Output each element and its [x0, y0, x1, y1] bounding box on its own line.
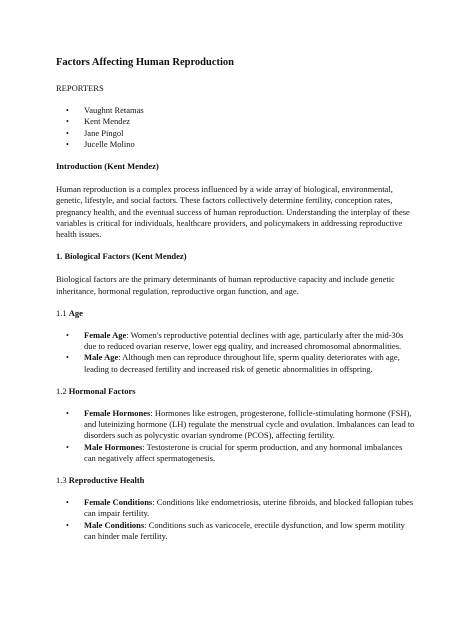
list-item	[56, 442, 416, 464]
reporter-name: Kent Mendez	[84, 116, 131, 127]
subsection-title: Age	[68, 307, 83, 318]
subsection-age-heading	[56, 308, 416, 319]
item-term: Female Age	[84, 330, 127, 341]
item-term: Male Hormones	[84, 441, 143, 452]
bullet-icon: •	[66, 353, 69, 363]
reporters-list	[56, 105, 416, 150]
item-text: : Conditions like endometriosis, uterine fibroids, and blocked fallopian tubes can impair fertility.	[84, 497, 414, 519]
list-item	[56, 105, 416, 116]
item-text: : Testosterone is crucial for sperm production, and any hormonal imbalances can negatively affect spermatogenesis.	[84, 441, 403, 463]
list-item	[56, 352, 416, 374]
intro-paragraph: Human reproduction is a complex process influenced by a wide array of biological, environmental, genetic, lifestyle, and social factors. These factors collectively determine fertility, conception rates, pregnancy health, and the eventual success of human reproduction. Understanding the interplay of these variables is critical for individuals, healthcare providers, and policymakers in addressing reproductive health issues.	[56, 184, 410, 240]
item-term: Female Hormones	[84, 408, 151, 419]
subsection-number: 1.3	[56, 475, 67, 486]
hormonal-list	[56, 408, 416, 464]
bullet-icon: •	[66, 442, 69, 452]
item-term: Male Conditions	[84, 519, 145, 530]
list-item	[56, 139, 416, 150]
document-page	[56, 56, 416, 553]
reporter-name: Jucelle Molino	[84, 138, 135, 149]
bullet-icon: •	[66, 409, 69, 419]
item-text: : Women's reproductive potential declines with age, particularly after the mid-30s due to reduced ovarian reserve, lower egg quality, and increased chromosomal abnormalities.	[84, 330, 404, 352]
reporters-label: REPORTERS	[56, 83, 104, 93]
intro-heading: Introduction (Kent Mendez)	[56, 161, 159, 172]
list-item	[56, 116, 416, 127]
item-text: : Conditions such as varicocele, erectile dysfunction, and low sperm motility can hinder male fertility.	[84, 519, 405, 541]
section-1-paragraph: Biological factors are the primary determinants of human reproductive capacity and include genetic inheritance, hormonal regulation, reproductive organ function, and age.	[56, 274, 395, 296]
age-list	[56, 330, 416, 375]
subsection-hormonal-heading	[56, 386, 416, 397]
list-item	[56, 520, 416, 542]
bullet-icon: •	[66, 117, 69, 127]
list-item	[56, 497, 416, 519]
document-title: Factors Affecting Human Reproduction	[56, 57, 235, 68]
bullet-icon: •	[66, 106, 69, 116]
subsection-number: 1.1	[56, 307, 67, 318]
reproductive-health-list	[56, 497, 416, 542]
item-text: : Hormones like estrogen, progesterone, follicle-stimulating hormone (FSH), and luteinizing hormone (LH) regulate the menstrual cycle and ovulation. Imbalances can lead to disorders such as polycystic ovarian syndrome (PCOS), affecting fertility.	[84, 408, 415, 441]
section-1-heading: 1. Biological Factors (Kent Mendez)	[56, 251, 187, 262]
list-item	[56, 408, 416, 442]
subsection-title: Reproductive Health	[68, 475, 145, 486]
subsection-reproductive-health-heading	[56, 475, 416, 486]
item-term: Female Conditions	[84, 497, 153, 508]
reporter-name: Jane Pingol	[84, 127, 124, 138]
bullet-icon: •	[66, 520, 69, 530]
bullet-icon: •	[66, 139, 69, 149]
bullet-icon: •	[66, 128, 69, 138]
subsection-number: 1.2	[56, 385, 67, 396]
reporter-name: Vaughnt Retamas	[84, 105, 144, 116]
list-item	[56, 128, 416, 139]
item-term: Male Age	[84, 352, 119, 363]
subsection-title: Hormonal Factors	[68, 385, 136, 396]
bullet-icon: •	[66, 498, 69, 508]
list-item	[56, 330, 416, 352]
item-text: : Although men can reproduce throughout life, sperm quality deteriorates with age, leading to decreased fertility and increased risk of genetic abnormalities in offspring.	[84, 352, 400, 374]
bullet-icon: •	[66, 331, 69, 341]
